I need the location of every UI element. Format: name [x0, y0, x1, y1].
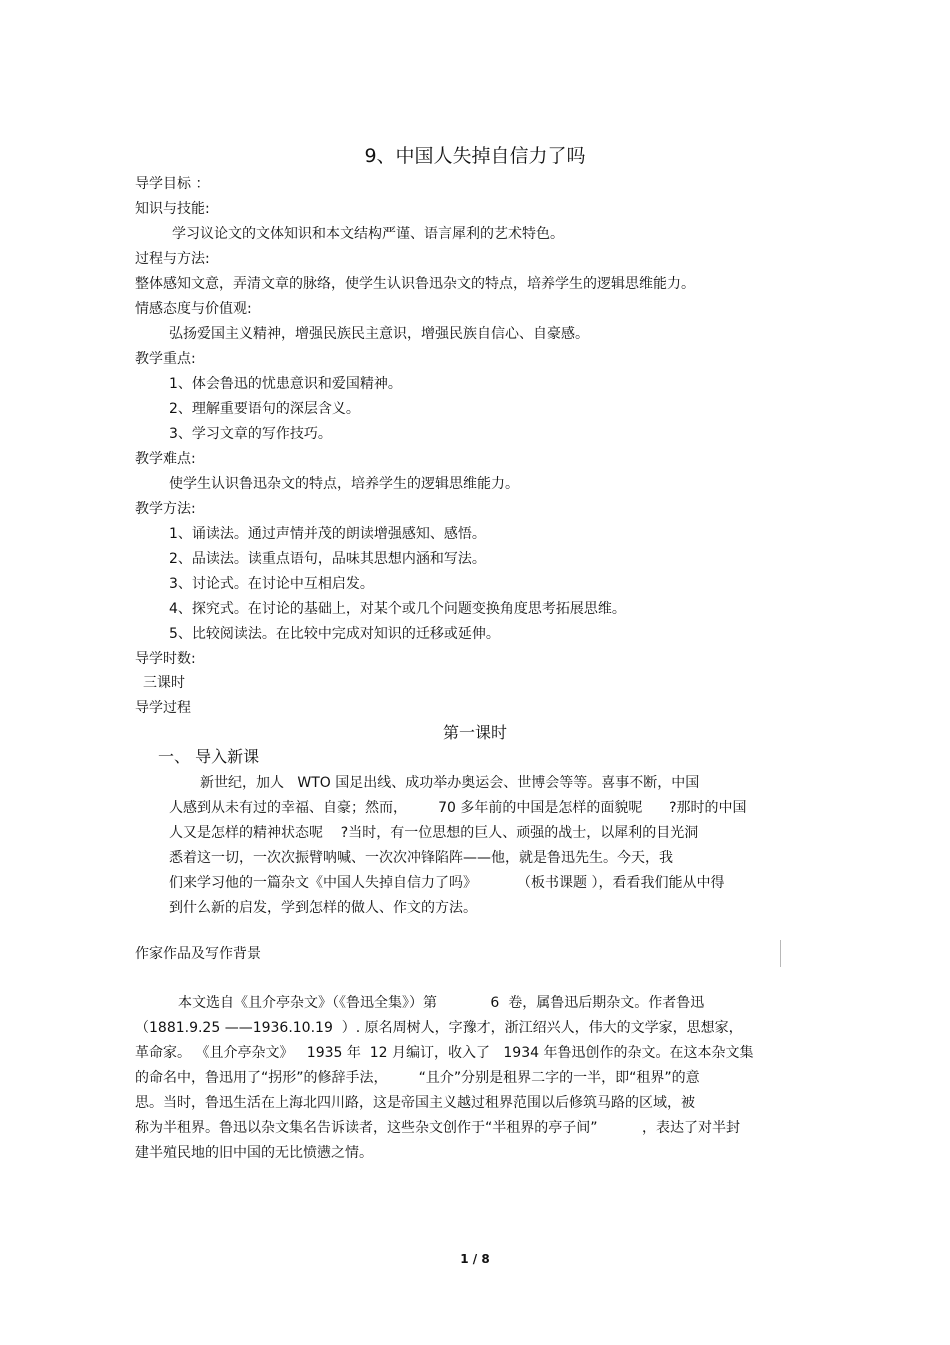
paragraph-line: 到什么新的启发，学到怎样的做人、作文的方法。	[169, 900, 477, 916]
paragraph-line: （1881.9.25 ——1936.10.19 ）. 原名周树人，字豫才，浙江绍兴人，伟大的文学家，思想家，	[135, 1020, 743, 1036]
emotion-text: 弘扬爱国主义精神，增强民族民主意识，增强民族自信心、自豪感。	[169, 326, 589, 342]
guide-process-heading: 导学过程	[135, 700, 191, 716]
process-heading: 过程与方法:	[135, 251, 210, 267]
page-title: 9、中国人失掉自信力了吗	[364, 145, 586, 167]
paragraph-line: 悉着这一切，一次次振臂呐喊、一次次冲锋陷阵——他，就是鲁迅先生。今天，我	[169, 850, 673, 866]
paragraph-line: 人感到从未有过的幸福、自豪；然而， 70 多年前的中国是怎样的面貌呢 ?那时的中国	[169, 800, 747, 816]
paragraph-line: 本文选自《且介亭杂文》（《鲁迅全集》）第 6 卷，属鲁迅后期杂文。作者鲁迅	[178, 995, 705, 1011]
paragraph-line: 建半殖民地的旧中国的无比愤懑之情。	[135, 1145, 373, 1161]
knowledge-text: 学习议论文的文体知识和本文结构严谨、语言犀利的艺术特色。	[172, 226, 564, 242]
process-text: 整体感知文意，弄清文章的脉络，使学生认识鲁迅杂文的特点，培养学生的逻辑思维能力。	[135, 276, 695, 292]
background-heading: 作家作品及写作背景	[135, 946, 261, 962]
list-item: 2、理解重要语句的深层含义。	[169, 401, 360, 417]
list-item: 2、品读法。读重点语句，品味其思想内涵和写法。	[169, 551, 486, 567]
hours-heading: 导学时数:	[135, 651, 196, 667]
emotion-heading: 情感态度与价值观:	[135, 301, 252, 317]
list-item: 1、诵读法。通过声情并茂的朗读增强感知、感悟。	[169, 526, 486, 542]
paragraph-line: 人又是怎样的精神状态呢 ?当时，有一位思想的巨人、顽强的战士，以犀利的目光洞	[169, 825, 699, 841]
paragraph-line: 思。当时，鲁迅生活在上海北四川路，这是帝国主义越过租界范围以后修筑马路的区域，被	[135, 1095, 695, 1111]
paragraph-line: 新世纪，加人 WTO 国足出线、成功举办奥运会、世博会等等。喜事不断，中国	[200, 775, 700, 791]
list-item: 5、比较阅读法。在比较中完成对知识的迁移或延伸。	[169, 626, 500, 642]
list-item: 1、体会鲁迅的忧患意识和爱国精神。	[169, 376, 402, 392]
list-item: 3、学习文章的写作技巧。	[169, 426, 332, 442]
margin-divider	[780, 940, 781, 967]
difficulty-text: 使学生认识鲁迅杂文的特点，培养学生的逻辑思维能力。	[169, 476, 519, 492]
list-item: 4、探究式。在讨论的基础上，对某个或几个问题变换角度思考拓展思维。	[169, 601, 626, 617]
difficulty-heading: 教学难点:	[135, 451, 196, 467]
hours-text: 三课时	[143, 675, 185, 691]
objectives-heading: 导学目标 ：	[135, 176, 210, 192]
list-item: 3、讨论式。在讨论中互相启发。	[169, 576, 374, 592]
paragraph-line: 的命名中，鲁迅用了“拐形”的修辞手法， “且介”分别是租界二字的一半，即“租界”的意	[135, 1070, 700, 1086]
section-heading: 一、 导入新课	[158, 747, 260, 766]
page-number: 1 / 8	[460, 1252, 490, 1266]
paragraph-line: 们来学习他的一篇杂文《中国人失掉自信力了吗》 （板书课题 ），看看我们能从中得	[169, 875, 725, 891]
lesson-title: 第一课时	[442, 723, 507, 742]
methods-heading: 教学方法:	[135, 501, 196, 517]
paragraph-line: 称为半租界。鲁迅以杂文集名告诉读者，这些杂文创作于“半租界的亭子间” ，表达了对半封	[135, 1120, 741, 1136]
paragraph-line: 革命家。 《且介亭杂文》 1935 年 12 月编订，收入了 1934 年鲁迅创作的杂文。在这本杂文集	[135, 1045, 754, 1061]
knowledge-heading: 知识与技能:	[135, 201, 210, 217]
key-points-heading: 教学重点:	[135, 351, 196, 367]
